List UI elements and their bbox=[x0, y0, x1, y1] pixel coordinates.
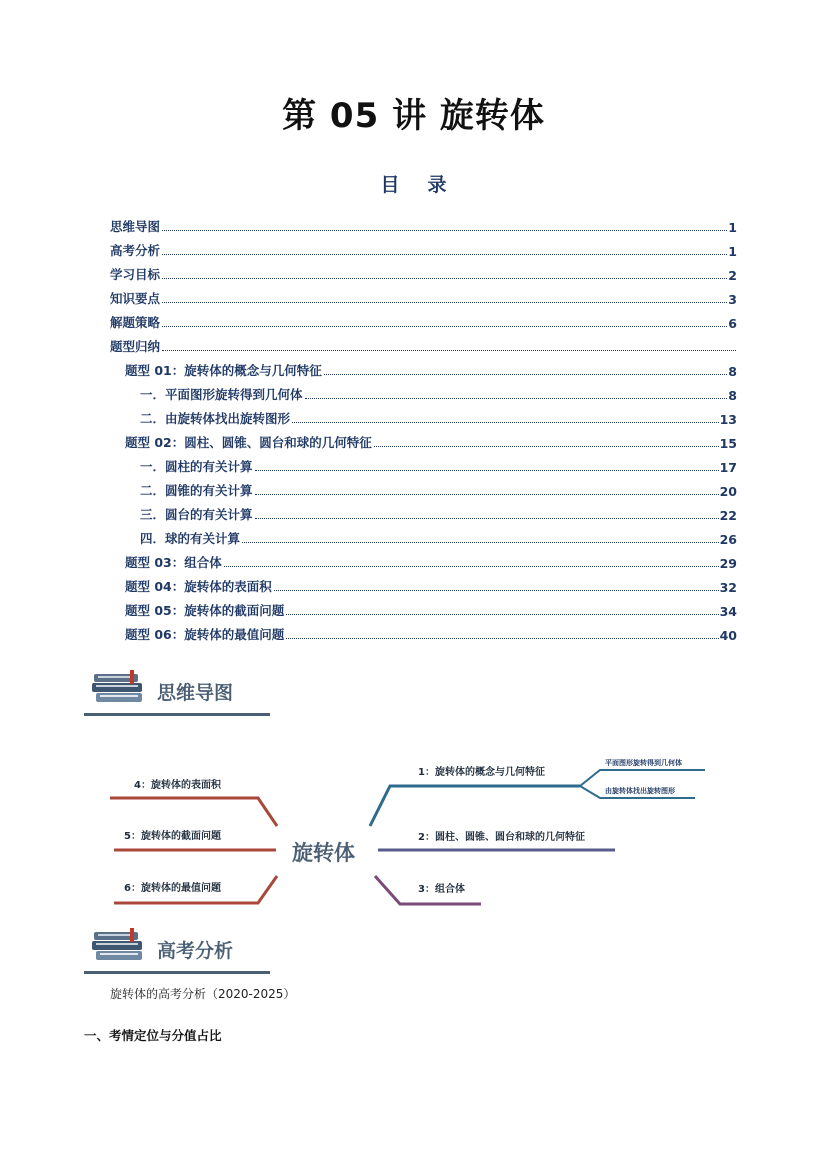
toc-entry[interactable]: 题型 06：旋转体的最值问题 40 bbox=[125, 627, 737, 643]
mindmap-center: 旋转体 bbox=[292, 841, 355, 865]
toc-entry[interactable]: 四．球的有关计算 26 bbox=[140, 531, 737, 547]
toc-entry[interactable]: 知识要点 3 bbox=[110, 291, 737, 307]
toc-entry[interactable]: 学习目标 2 bbox=[110, 267, 737, 283]
toc-entry[interactable]: 题型 03：组合体 29 bbox=[125, 555, 737, 571]
mindmap-node: 1：旋转体的概念与几何特征 bbox=[418, 767, 545, 778]
toc-entry[interactable]: 题型 02：圆柱、圆锥、圆台和球的几何特征 15 bbox=[125, 435, 737, 451]
toc-entry[interactable]: 二．圆锥的有关计算 20 bbox=[140, 483, 737, 499]
toc-entry[interactable]: 二．由旋转体找出旋转图形 13 bbox=[140, 411, 737, 427]
mind-map bbox=[100, 750, 720, 920]
section-banner-mindmap bbox=[84, 668, 270, 716]
toc-entry[interactable]: 题型 01：旋转体的概念与几何特征 8 bbox=[125, 363, 737, 379]
mindmap-node: 3：组合体 bbox=[418, 884, 465, 895]
mindmap-node: 2：圆柱、圆锥、圆台和球的几何特征 bbox=[418, 832, 585, 843]
section-underline bbox=[84, 713, 270, 716]
mindmap-node: 4：旋转体的表面积 bbox=[134, 780, 221, 791]
section-underline bbox=[84, 971, 270, 974]
section-banner-analysis bbox=[84, 926, 270, 974]
toc-entry[interactable]: 一．平面图形旋转得到几何体 8 bbox=[140, 387, 737, 403]
toc-entry[interactable]: 题型归纳 bbox=[110, 335, 737, 355]
mindmap-node: 5：旋转体的截面问题 bbox=[124, 831, 221, 842]
section-title: 高考分析 bbox=[157, 940, 234, 962]
branch-line bbox=[110, 798, 277, 826]
toc-entry[interactable]: 一．圆柱的有关计算 17 bbox=[140, 459, 737, 475]
toc-entry[interactable]: 题型 05：旋转体的截面问题 34 bbox=[125, 603, 737, 619]
sub-heading: 一、考情定位与分值占比 bbox=[84, 1028, 222, 1043]
toc-heading: 目录 bbox=[380, 174, 475, 196]
toc-entry[interactable]: 三．圆台的有关计算 22 bbox=[140, 507, 737, 523]
mindmap-leaf: 由旋转体找出旋转图形 bbox=[605, 787, 675, 795]
mindmap-node: 6：旋转体的最值问题 bbox=[124, 883, 221, 894]
books-icon bbox=[90, 928, 160, 972]
branch-line bbox=[580, 770, 705, 786]
page-title: 第 05 讲 旋转体 bbox=[282, 96, 545, 136]
toc-entry[interactable]: 题型 04：旋转体的表面积 32 bbox=[125, 579, 737, 595]
mindmap-leaf: 平面图形旋转得到几何体 bbox=[605, 759, 682, 767]
intro-text: 旋转体的高考分析（2020-2025） bbox=[110, 987, 296, 1001]
toc-entry[interactable]: 高考分析 1 bbox=[110, 243, 737, 259]
section-title: 思维导图 bbox=[157, 682, 234, 704]
books-icon bbox=[90, 670, 160, 714]
branch-line bbox=[370, 786, 580, 826]
toc-entry[interactable]: 解题策略 6 bbox=[110, 315, 737, 331]
toc-entry[interactable]: 思维导图 1 bbox=[110, 219, 737, 235]
